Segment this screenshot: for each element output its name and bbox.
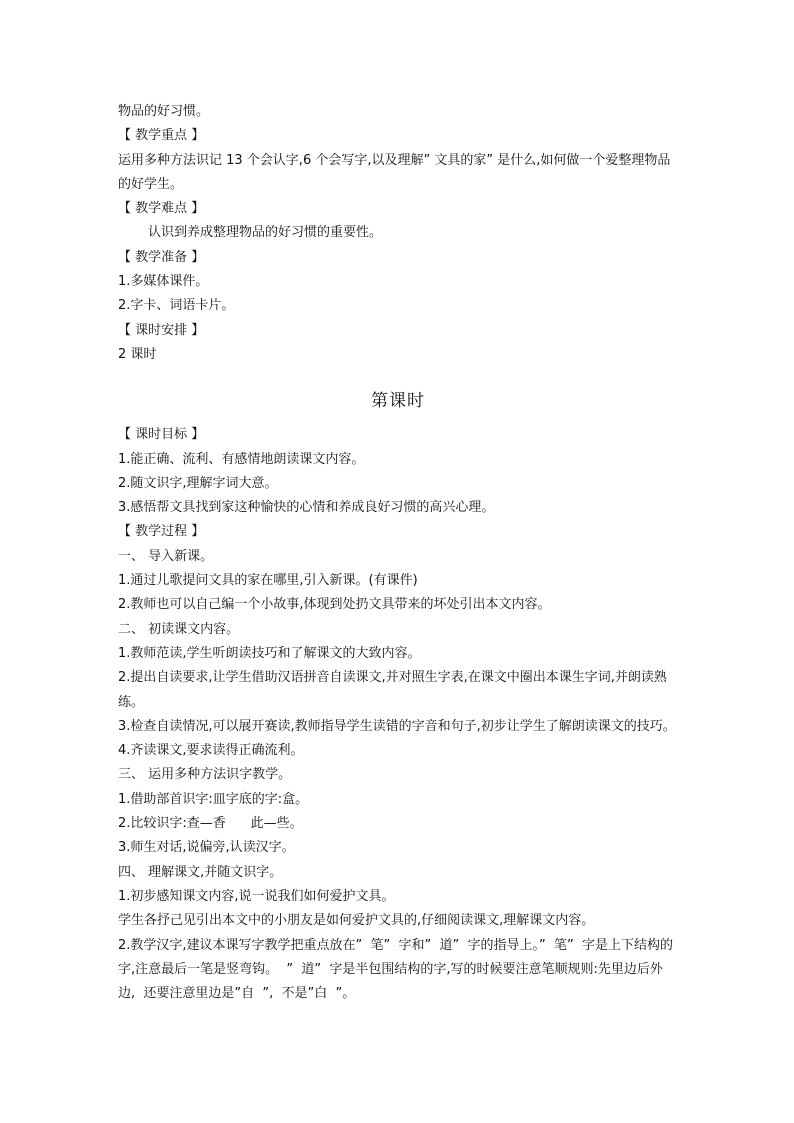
key-points-text: 运用多种方法识记 13 个会认字,6 个会写字,以及理解” 文具的家” 是什么,如何做一个爱整理物品的好学生。 bbox=[118, 152, 671, 192]
preparation-item: 2.字卡、词语卡片。 bbox=[118, 298, 235, 314]
lesson-title: 第课时 bbox=[371, 391, 425, 412]
process-item: 1.借助部首识字:皿字底的字:盒。 bbox=[118, 791, 309, 807]
preparation-heading: 【 教学准备 】 bbox=[118, 249, 205, 265]
objectives-heading: 【 课时目标 】 bbox=[118, 427, 205, 443]
process-item: 4.齐读课文,要求读得正确流利。 bbox=[118, 743, 304, 759]
objective-item: 3.感悟帮文具找到家这种愉快的心情和养成良好习惯的高兴心理。 bbox=[118, 500, 495, 516]
difficulties-heading: 【 教学难点 】 bbox=[118, 201, 205, 217]
process-item: 1.教师范读,学生听朗读技巧和了解课文的大致内容。 bbox=[118, 645, 421, 661]
key-points-heading: 【 教学重点 】 bbox=[118, 128, 205, 144]
process-item: 1.通过儿歌提问文具的家在哪里,引入新课。(有课件) bbox=[118, 573, 418, 589]
section-title: 二、 初读课文内容。 bbox=[118, 621, 240, 637]
process-item: 学生各抒己见引出本文中的小朋友是如何爱护文具的,仔细阅读课文,理解课文内容。 bbox=[118, 913, 595, 929]
difficulties-text: 认识到养成整理物品的好习惯的重要性。 bbox=[148, 225, 383, 241]
document-page bbox=[118, 100, 678, 1006]
process-heading: 【 教学过程 】 bbox=[118, 524, 205, 540]
objective-item: 1.能正确、流利、有感情地朗读课文内容。 bbox=[118, 451, 365, 467]
section-title: 三、 运用多种方法识字教学。 bbox=[118, 767, 292, 783]
process-item: 3.师生对话,说偏旁,认读汉字。 bbox=[118, 840, 295, 856]
schedule-heading: 【 课时安排 】 bbox=[118, 322, 205, 338]
process-item: 1.初步感知课文内容,说一说我们如何爱护文具。 bbox=[118, 888, 395, 904]
process-item: 3.检查自读情况,可以展开赛读,教师指导学生读错的字音和句子,初步让学生了解朗读课文的技巧。 bbox=[118, 718, 676, 734]
process-item: 2.提出自读要求,让学生借助汉语拼音自读课文,并对照生字表,在课文中圈出本课生字词,并朗读熟练。 bbox=[118, 670, 667, 710]
objective-item: 2.随文识字,理解字词大意。 bbox=[118, 475, 278, 491]
process-item: 2.教学汉字,建议本课写字教学把重点放在” 笔” 字和” 道” 字的指导上。” 笔” 字是上下结构的字,注意最后一笔是竖弯钩。 ” 道” 字是半包围结构的字,写的时候要注意笔顺规则:先里边后外边, 还要注意里边是”自 ”, 不是”白 ”。 bbox=[118, 937, 674, 1002]
section-title: 四、 理解课文,并随文识字。 bbox=[118, 864, 283, 880]
process-item: 2.教师也可以自己编一个小故事,体现到处扔文具带来的坏处引出本文内容。 bbox=[118, 597, 551, 613]
intro-tail: 物品的好习惯。 bbox=[118, 104, 210, 119]
section-title: 一、 导入新课。 bbox=[118, 548, 214, 564]
schedule-text: 2 课时 bbox=[118, 346, 157, 362]
preparation-item: 1.多媒体课件。 bbox=[118, 274, 209, 290]
process-item: 2.比较识字:查—香 此—些。 bbox=[118, 816, 303, 832]
